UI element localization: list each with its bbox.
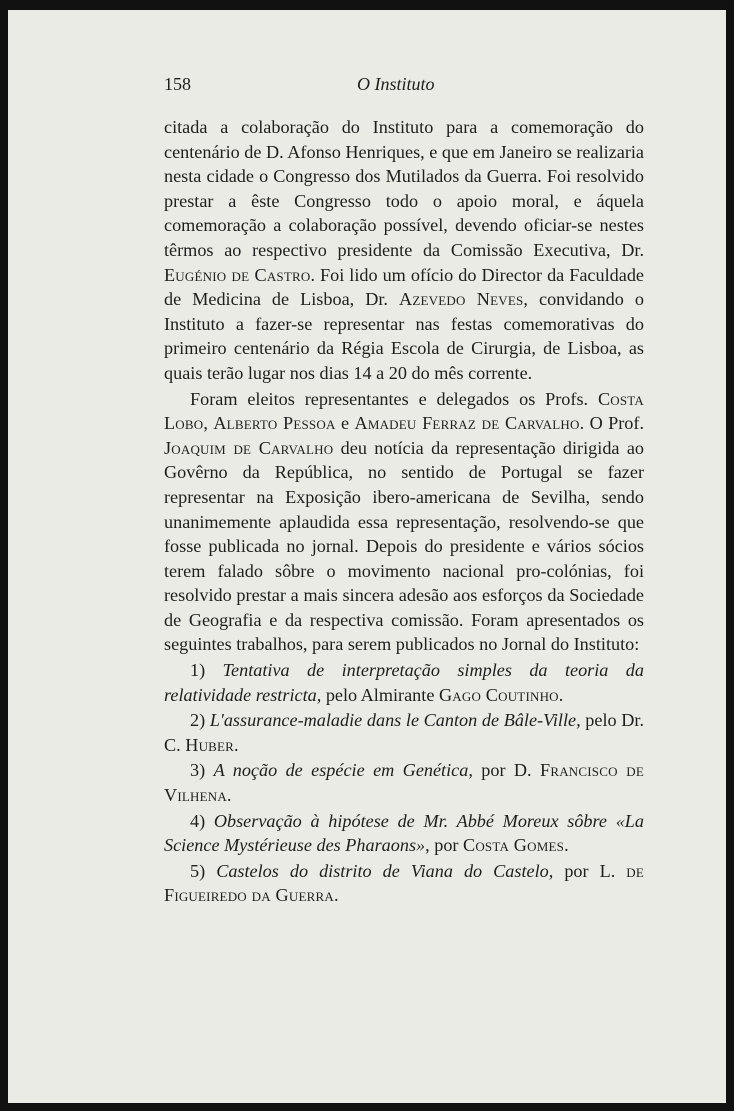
person-name: Eugénio de Castro <box>164 264 311 285</box>
person-name: Joaquim de Carvalho <box>164 437 334 458</box>
running-title: O Instituto <box>357 74 435 94</box>
item-number: 4) <box>190 810 206 831</box>
paragraph-1 <box>164 115 644 386</box>
list-item <box>164 658 644 707</box>
item-text: , por <box>425 835 464 856</box>
person-name: Azevedo Neves <box>399 289 524 310</box>
item-text: . <box>226 785 232 806</box>
page-number: 158 <box>164 74 191 94</box>
list-item <box>164 758 644 807</box>
paragraph-text: , <box>203 413 214 434</box>
item-text: por D. <box>472 760 541 781</box>
author-name: Gago Coutinho <box>438 684 559 705</box>
item-number: 2) <box>190 710 206 731</box>
person-name: Alberto Pessoa <box>213 413 336 434</box>
item-number: 1) <box>190 660 206 681</box>
work-title: Tentativa de interpretação simples da teoria da relatividade restricta, <box>164 660 644 705</box>
paragraph-text: . Foi lido um ofício do Director da Faculdade de Medicina de Lisboa, Dr. <box>164 264 644 310</box>
paragraph-2 <box>164 387 644 658</box>
item-number: 3) <box>190 760 206 781</box>
author-name: Francisco de Vilhena <box>164 760 644 806</box>
item-text: pelo Dr. C. <box>164 710 644 755</box>
paragraph-text: Foram eleitos representantes e delegados os Profs. <box>190 388 598 409</box>
list-item <box>164 708 644 757</box>
item-text: . <box>558 684 564 705</box>
document-page <box>8 10 726 1103</box>
author-name: de Figueiredo da Guerra <box>164 860 645 906</box>
person-name: Amadeu Ferraz de Carvalho <box>354 413 580 434</box>
work-title: L'assurance-maladie dans le Canton de Bâle-Ville, <box>209 710 581 731</box>
person-name: Costa Lobo <box>164 388 644 434</box>
item-text: . <box>234 734 239 755</box>
item-text: pelo Almirante <box>321 684 439 705</box>
author-name: Costa Gomes <box>463 835 565 856</box>
list-item <box>164 859 644 908</box>
item-text: . <box>333 885 339 906</box>
paragraph-text: citada a colaboração do Instituto para a comemoração do centenário de D. Afonso Henriques, e que em Janeiro se realizaria nesta cidade o Congresso dos Mutilados da Guerra. Foi resolvido prestar a êste Congresso todo o apoio moral, e áquela comemoração a colaboração possível, devendo oficiar-se nestes têrmos ao respectivo presidente da Comissão Executiva, Dr. <box>164 117 644 260</box>
work-title: A noção de espécie em Genética, <box>213 760 473 781</box>
paragraph-text: e <box>335 413 355 434</box>
work-title: Observação à hipótese de Mr. Abbé Moreux sôbre «La Science Mystérieuse des Pharaons» <box>164 810 645 856</box>
list-item <box>164 809 644 858</box>
work-title: Castelos do distrito de Viana do Castelo, <box>216 860 554 881</box>
author-name: Huber <box>185 734 235 755</box>
item-text: . <box>564 835 569 856</box>
paragraph-text: deu notícia da representação dirigida ao Govêrno da República, no sentido de Portugal se fazer representar na Exposição ibero-americana de Sevilha, sendo unanimemente aplaudida essa representação, resolvendo-se que fosse publicada no jornal. Depois do presidente e vários sócios terem falado sôbre o movimento nacional pro-colónias, foi resolvido prestar a mais sincera adesão aos esforços da Sociedade de Geografia e da respectiva comissão. Foram apresentados os seguintes trabalhos, para serem publicados no Jornal do Instituto: <box>164 437 644 655</box>
item-text: por L. <box>553 860 627 881</box>
paragraph-text: . O Prof. <box>579 413 645 434</box>
item-number: 5) <box>190 860 206 881</box>
page-header <box>8 74 726 98</box>
paragraph-text: , convidando o Instituto a fazer-se representar nas festas comemorativas do primeiro centenário da Régia Escola de Cirurgia, de Lisboa, as quais terão lugar nos dias 14 a 20 do mês corrente. <box>164 289 645 383</box>
body-text <box>164 115 644 908</box>
